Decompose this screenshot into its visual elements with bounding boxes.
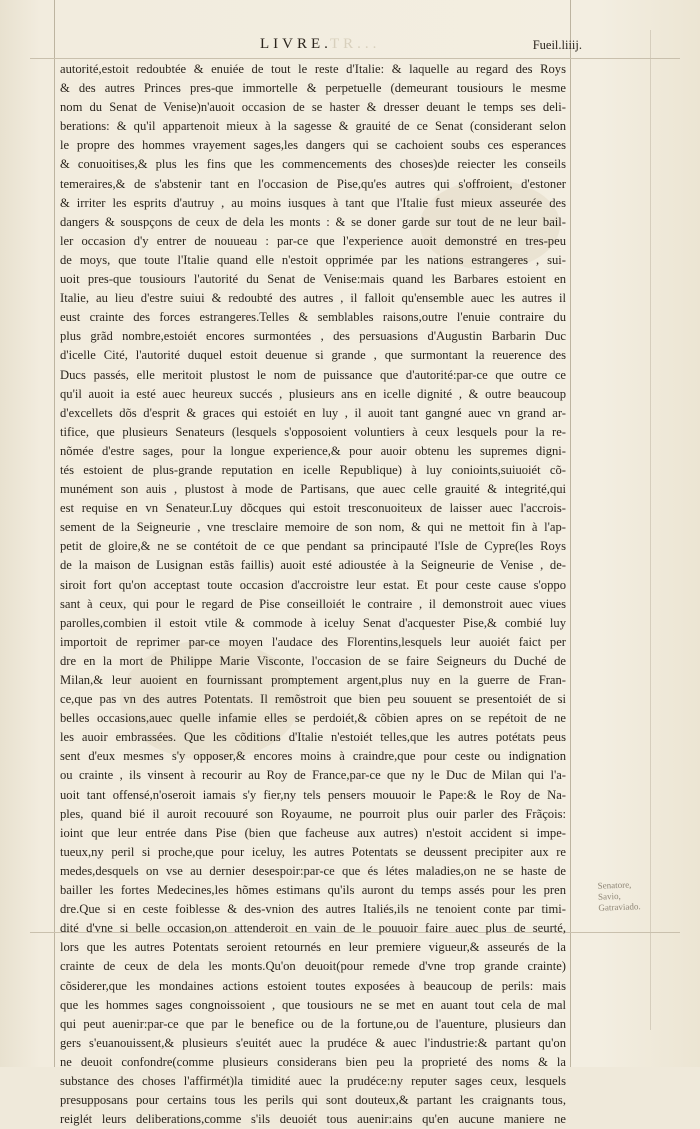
- text-line: Milan,& leur auoient en fournissant promptement argent,plus nuy en la guerre de Fran-: [60, 673, 566, 687]
- text-line: d'icelle Cité, l'autorité duquel estoit deuenue si grande , que surmontant la reuerence des: [60, 348, 566, 363]
- text-line: les auoir embrassées. Que les cõditions d'Italie n'estoiét telles,que les autres potétats peus: [60, 730, 566, 745]
- text-line: crainte de ceux de dela les monts.Qu'on deuoit(pour remede d'vne trop grande crainte): [60, 959, 566, 974]
- text-line: plus grãd nombre,estoiét encores surmontées , des persuasions d'Augustin Barbarin Duc: [60, 329, 566, 344]
- text-line: ples, quand bié il auroit recouuré son Royaume, ne pourroit plus ouir parler des Frãçois:: [60, 806, 566, 821]
- text-line: bailler les fortes Medecines,les hõmes estimans qu'ils auront du temps assés pour les pren: [60, 883, 566, 898]
- left-margin-rule: [54, 0, 55, 1067]
- text-line: nom du Senat de Venise)n'auoit occasion de se haster & dresser deuant le temps ses deli-: [60, 100, 566, 115]
- text-line: d'excellets dõs d'esprit & graces qui estoiét en luy , il auoit tant gangné auec vn grand ar-: [60, 405, 566, 420]
- outer-margin-rule: [650, 30, 651, 1030]
- text-line: autorité,estoit redoubtée & enuiée de tout le reste d'Italie: & laquelle au regard des Roys: [60, 62, 566, 76]
- text-line: & des autres Princes pres-que immortelle & perpetuelle (demeurant tousiours le mesme: [60, 81, 566, 96]
- text-line: qu'il auoit ia esté auec heureux succés , plusieurs ans en icelle dignité , & outre beaucoup: [60, 386, 566, 401]
- text-line: ler occasion d'y entrer de nouueau : par-ce que l'experience auoit demonstré en tres-peu: [60, 233, 566, 248]
- text-line: tés estoient de plus-grande reputation en icelle Republique) à luy conioints,suiuoiét cõ-: [60, 462, 566, 477]
- text-line: Ducs passés, elle meritoit plustost le nom de puissance que d'autorité:par-ce que outre ce: [60, 367, 566, 382]
- text-line: que les hommes sages congnoissoient , que tousiours ne se met en auant tout cela de mal: [60, 997, 566, 1012]
- text-line: petit de gloire,& ne se contétoit de ce que pendant sa principauté l'Isle de Cypre(les Roys: [60, 539, 566, 554]
- text-line: parolles,combien il estoit vtile & commode à iceluy Senat d'acquester Pise,& combié luy: [60, 615, 566, 630]
- folio-number: Fueil.liiij.: [532, 38, 582, 52]
- text-line: de la maison de Lusignan estãs faillis) auoit esté adioustée à la Seigneurie de Venise , de-: [60, 558, 566, 573]
- text-line: temeraires,& de s'abstenir tant en l'occasion de Pise,qu'es autres qui s'offroient, d'estoner: [60, 176, 566, 191]
- text-line: substance des choses l'affirmét)la timidité auec la prudéce:ny reputer sages ceux, lesquels: [60, 1073, 566, 1088]
- text-line: presupposans pour certains tous les perils qui sont douteux,& partant les craignants tous,: [60, 1093, 566, 1108]
- text-line: siroit fort qu'on acceptast toute occasion d'accroistre leur estat. Et pour ceste cause s'oppo: [60, 577, 566, 592]
- text-line: dité d'vne si belle occasion,on attenderoit en vain de le pouuoir faire auec plus de seurté,: [60, 921, 566, 936]
- text-line: est requise en vn Senateur.Luy dõcques qui estoit tresconuoiteux de laisser auec l'accrois-: [60, 501, 566, 516]
- text-line: ne deuoit confondre(comme plusieurs considerans bien peu la proprieté des noms & la: [60, 1054, 566, 1069]
- text-line: sent d'eux mesmes s'y opposer,& encores moins à craindre,que pour ceste ou indignation: [60, 749, 566, 764]
- text-line: berations: & qu'il appartenoit mieux à la sagesse & grauité de ce Senat (considerant selon: [60, 119, 566, 134]
- text-line: importoit de reprimer par-ce moyen l'audace des Florentins,lesquels leur auoiét faict per: [60, 634, 566, 649]
- text-line: tifice, que plusieurs Senateurs (lesquels s'opposoient voluntiers à ceux lesquels pour la re-: [60, 424, 566, 439]
- text-line: & irriter les esprits d'autruy , au moins iusques à tant que l'Italie fust mieux asseurée des: [60, 195, 566, 210]
- text-line: ou crainte , ils vinsent à recourir au Roy de France,par-ce que ny le Duc de Milan qui l'a-: [60, 768, 566, 783]
- text-line: reiglét leurs deliberations,comme s'ils deuoiét tous auenir:ains qu'en aucune maniere ne: [60, 1112, 566, 1127]
- page-header: [60, 36, 582, 56]
- text-line: qui peut auenir:par-ce que par le benefice ou de la fortune,ou de l'auenture, plusieurs dan: [60, 1016, 566, 1031]
- text-line: dre.Que si en ceste foiblesse & des-vnion des autres Italiés,ils ne tenoient conte par timi-: [60, 902, 566, 917]
- text-line: le propre des hommes vrayement sages,les dangers qui se cachoient soubs ces esperances: [60, 138, 566, 153]
- text-line: ce,que pas vn des autres Potentats. Il remõstroit que bien peu souuent se presentoiét de si: [60, 692, 566, 707]
- body-text: [60, 60, 566, 1129]
- running-title: LIVRE.: [260, 36, 332, 52]
- text-line: ioint que leur entrée dans Pise (bien que facheuse aux autres) n'estoit accident si impe-: [60, 825, 566, 840]
- text-line: de moys, que toute l'Italie quand elle n'estoit opprimée par les nations estrangeres , sui-: [60, 252, 566, 267]
- text-line: uoit pres-que tousiours l'autorité du Senat de Venise:mais quand les Barbares estoient en: [60, 272, 566, 287]
- marginal-note: Senatore, Savio, Gatraviado.: [597, 879, 641, 913]
- text-line: belles occasions,auec quelle infamie elles se perdoiét,& cõbien apres on se repétoit de ne: [60, 711, 566, 726]
- text-line: dangers & souspçons de ceux de dela les monts : & se doner garde sur tout de ne leur bail-: [60, 214, 566, 229]
- text-line: eust crainte des forces estrangeres.Telles & semblables raisons,outre l'enuie contraire du: [60, 310, 566, 325]
- top-rule: [30, 58, 680, 59]
- text-line: cõsiderer,que les mondaines actions estoient toutes exposées à beaucoup de perils: mais: [60, 978, 566, 993]
- text-line: lors que les autres Potentats seroient retournés en leur premiere vigueur,& asseurés de la: [60, 940, 566, 955]
- text-line: Italie, au lieu d'estre suiui & redoubté des autres , il falloit qu'ensemble auec les autres il: [60, 291, 566, 306]
- text-line: sant à ceux, qui pour le regard de Pise conseilloiét le contraire , il demonstroit auec viues: [60, 596, 566, 611]
- text-line: gers s'euanouissent,& plusieurs s'euitét auec la prudéce & auec l'industrie:& partant qu'on: [60, 1035, 566, 1050]
- text-line: medes,desquels on vse au dernier desespoir:par-ce que és létes maladies,on ne se haste de: [60, 863, 566, 878]
- text-line: munément son auis , plustost à mode de Partisans, que auec celle grauité & integrité,qui: [60, 482, 566, 497]
- text-line: nõmée d'estre sages, pour la longue experience,& pour auoir obtenu les supremes digni-: [60, 443, 566, 458]
- text-line: sement de la Seigneurie , vne tresclaire memoire de son nom, & qui ne mettoit fin à l'ap-: [60, 520, 566, 535]
- text-line: tueux,ny peril si proche,que pour iceluy, les autres Potentats se deussent precipiter aux re: [60, 844, 566, 859]
- text-line: dre en la mort de Philippe Marie Visconte, l'occasion de se faire Seigneurs du Duché de: [60, 653, 566, 668]
- text-line: uoit tant offensé,n'oseroit iamais s'y fier,ny tels pensers mouuoir le Pape:& le Roy de Na-: [60, 787, 566, 802]
- text-line: & conuoitises,& plus les fins que les commencements des choses)de reiecter les conseils: [60, 157, 566, 172]
- show-through-title: TR...: [330, 36, 381, 52]
- right-margin-rule: [570, 0, 571, 1067]
